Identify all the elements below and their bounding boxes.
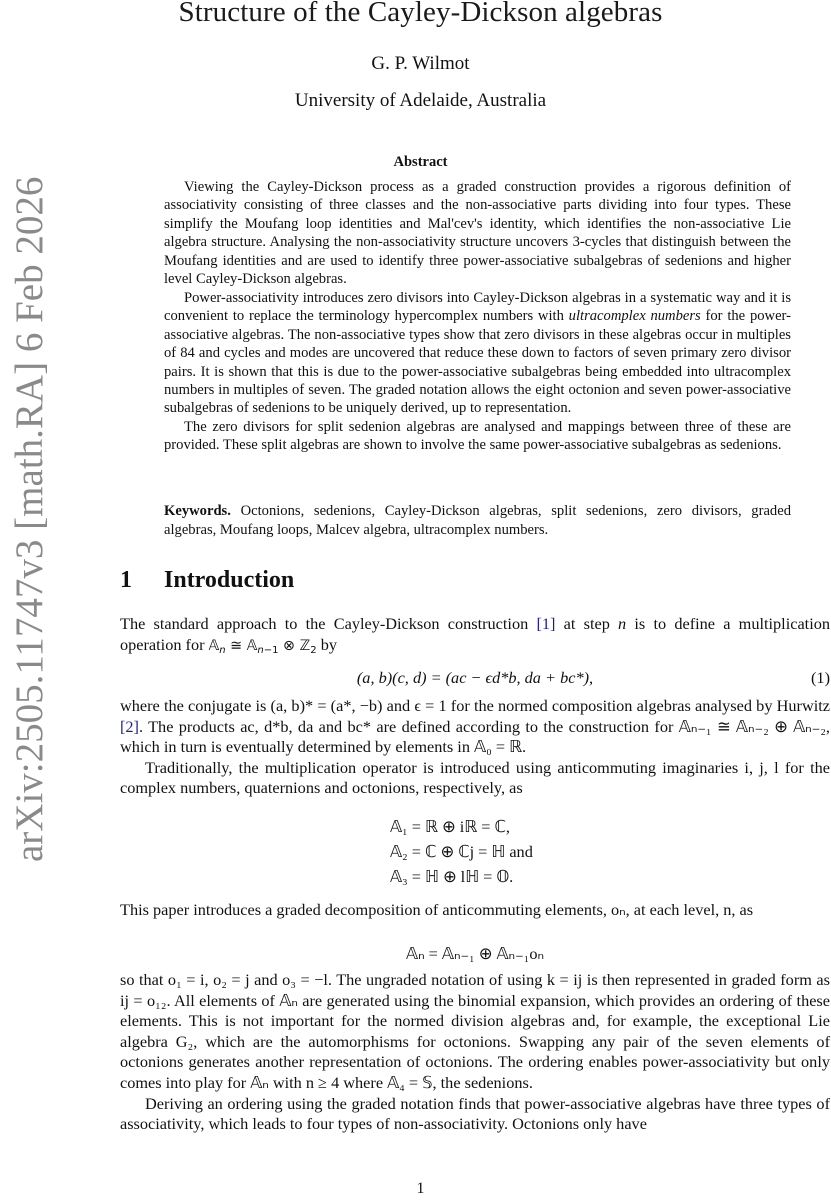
abstract-paragraph-3: The zero divisors for split sedenion algebras are analysed and mappings between three of these are provided. These split algebras are shown to involve the same power-associative subalgebras as sedenions. <box>164 418 791 454</box>
abstract-p2-emphasis: ultracomplex numbers <box>568 308 701 325</box>
intro-paragraph-2 <box>120 696 830 799</box>
equation-1 <box>120 668 830 688</box>
intro-p2-text-a: where the conjugate is (a, b)* = (a*, −b) and ϵ = 1 for the normed composition algebras analysed by Hurwitz <box>120 696 830 715</box>
intro-p1-text-d: by <box>316 634 338 654</box>
equation-array-algebras <box>390 814 533 889</box>
intro-paragraph-3: Traditionally, the multiplication operator is introduced using anticommuting imaginaries i, j, l for the complex numbers, quaternions and octonions, respectively, as <box>120 757 830 798</box>
arxiv-identifier-stamp: arXiv:2505.11747v3 [math.RA] 6 Feb 2026 <box>8 176 51 862</box>
intro-p2-text-b: . The products ac, d*b, da and bc* are defined according to the construction for 𝔸ₙ₋₁ ≅ 𝔸ₙ₋₂ ⊕ 𝔸ₙ₋₂, which in turn is eventually determined by elements in 𝔸₀ = ℝ. <box>120 716 830 757</box>
paper-author: G. P. Wilmot <box>371 53 470 74</box>
paper-affiliation: University of Adelaide, Australia <box>294 90 547 111</box>
intro-p1-text-b: at step <box>555 614 619 633</box>
keywords-label: Keywords. <box>164 503 231 519</box>
math-An-iso: 𝔸$_n$ ≅ 𝔸$_{n-1}$ ⊗ ℤ$_2$ <box>208 637 317 656</box>
abstract-p2-text-a: Power-associativity introduces zero divisors into Cayley-Dickson algebras in a systematic way and it is convenient to replace the terminology hypercomplex numbers with <box>164 289 791 325</box>
intro-paragraph-4 <box>120 900 830 921</box>
citation-link-2[interactable]: [2] <box>120 716 139 736</box>
page-number: 1 <box>416 1180 425 1197</box>
keywords-text: Octonions, sedenions, Cayley-Dickson algebras, split sedenions, zero divisors, graded algebras, Moufang loops, Malcev algebra, ultracomplex numbers. <box>164 503 791 538</box>
keywords <box>164 502 791 540</box>
section-title: Introduction <box>164 567 295 593</box>
citation-link-1[interactable]: [1] <box>536 614 556 633</box>
intro-paragraph-5 <box>120 970 830 1135</box>
abstract-paragraph-2 <box>164 289 791 418</box>
equation-array-line-2: 𝔸₂ = ℂ ⊕ ℂj = ℍ and <box>390 842 533 861</box>
intro-p5-text: so that o₁ = i, o₂ = j and o₃ = −l. The ungraded notation of using k = ij is then represented in graded form as ij = o₁₂. All elements of 𝔸ₙ are generated using the binomial expansion, which provides an ordering of these elements. This is not important for the normed division algebras and, for example, the exceptional Lie algebra G₂, which are the automorphisms for octonions. Swapping any pair of the seven elements of octonions generates another representation of octonions. The ordering enables power-associativity but only comes into play for 𝔸ₙ with n ≥ 4 where 𝔸₄ = 𝕊, the sedenions. <box>120 970 830 1092</box>
section-heading-introduction <box>120 567 294 594</box>
section-number: 1 <box>120 567 132 593</box>
equation-graded-decomposition <box>120 944 830 964</box>
equation-array-line-1: 𝔸₁ = ℝ ⊕ iℝ = ℂ, <box>390 817 510 836</box>
abstract-body <box>164 178 791 455</box>
equation-1-body: (a, b)(c, d) = (ac − ϵd*b, da + bc*), <box>356 668 594 687</box>
math-n: n <box>618 614 627 633</box>
intro-p1-text-c: is to define a multiplication operation for <box>120 614 831 654</box>
abstract-paragraph-1: Viewing the Cayley-Dickson process as a graded construction provides a rigorous definition of associativity consisting of three classes and the non-associative parts dividing into four types. These simplify the Moufang loop identities and Mal'cev's identity, which identifies the non-associative Lie algebra structure. Analysing the non-associativity structure uncovers 3-cycles that distinguish between the Moufang identities and are used to identify three power-associative subalgebras of sedenions and higher level Cayley-Dickson algebras. <box>164 179 791 288</box>
equation-1-number: (1) <box>811 668 830 687</box>
intro-paragraph-1 <box>120 614 830 656</box>
intro-p4-text: This paper introduces a graded decomposition of anticommuting elements, oₙ, at each level, n, as <box>120 900 754 919</box>
paper-title: Structure of the Cayley-Dickson algebras <box>178 0 663 28</box>
equation-graded-body: 𝔸ₙ = 𝔸ₙ₋₁ ⊕ 𝔸ₙ₋₁oₙ <box>406 944 544 963</box>
intro-p1-text-a: The standard approach to the Cayley-Dickson construction <box>120 614 537 633</box>
abstract-heading: Abstract <box>393 154 448 170</box>
intro-paragraph-6: Deriving an ordering using the graded notation finds that power-associative algebras have three types of associativity, which leads to four types of non-associativity. Octonions only have <box>120 1093 830 1134</box>
abstract-p2-text-b: for the power-associative algebras. The non-associative types show that zero divisors in these algebras occur in multiples of 84 and cycles and modes are uncovered that reduce these down to factors of seven primary zero divisor pairs. It is shown that this is due to the power-associative subalgebras being embedded into ultracomplex numbers in multiples of seven. The graded notation allows the eight octonion and seven power-associative subalgebras of sedenions to be uniquely derived, up to representation. <box>164 308 791 417</box>
equation-array-line-3: 𝔸₃ = ℍ ⊕ lℍ = 𝕆. <box>390 867 514 886</box>
